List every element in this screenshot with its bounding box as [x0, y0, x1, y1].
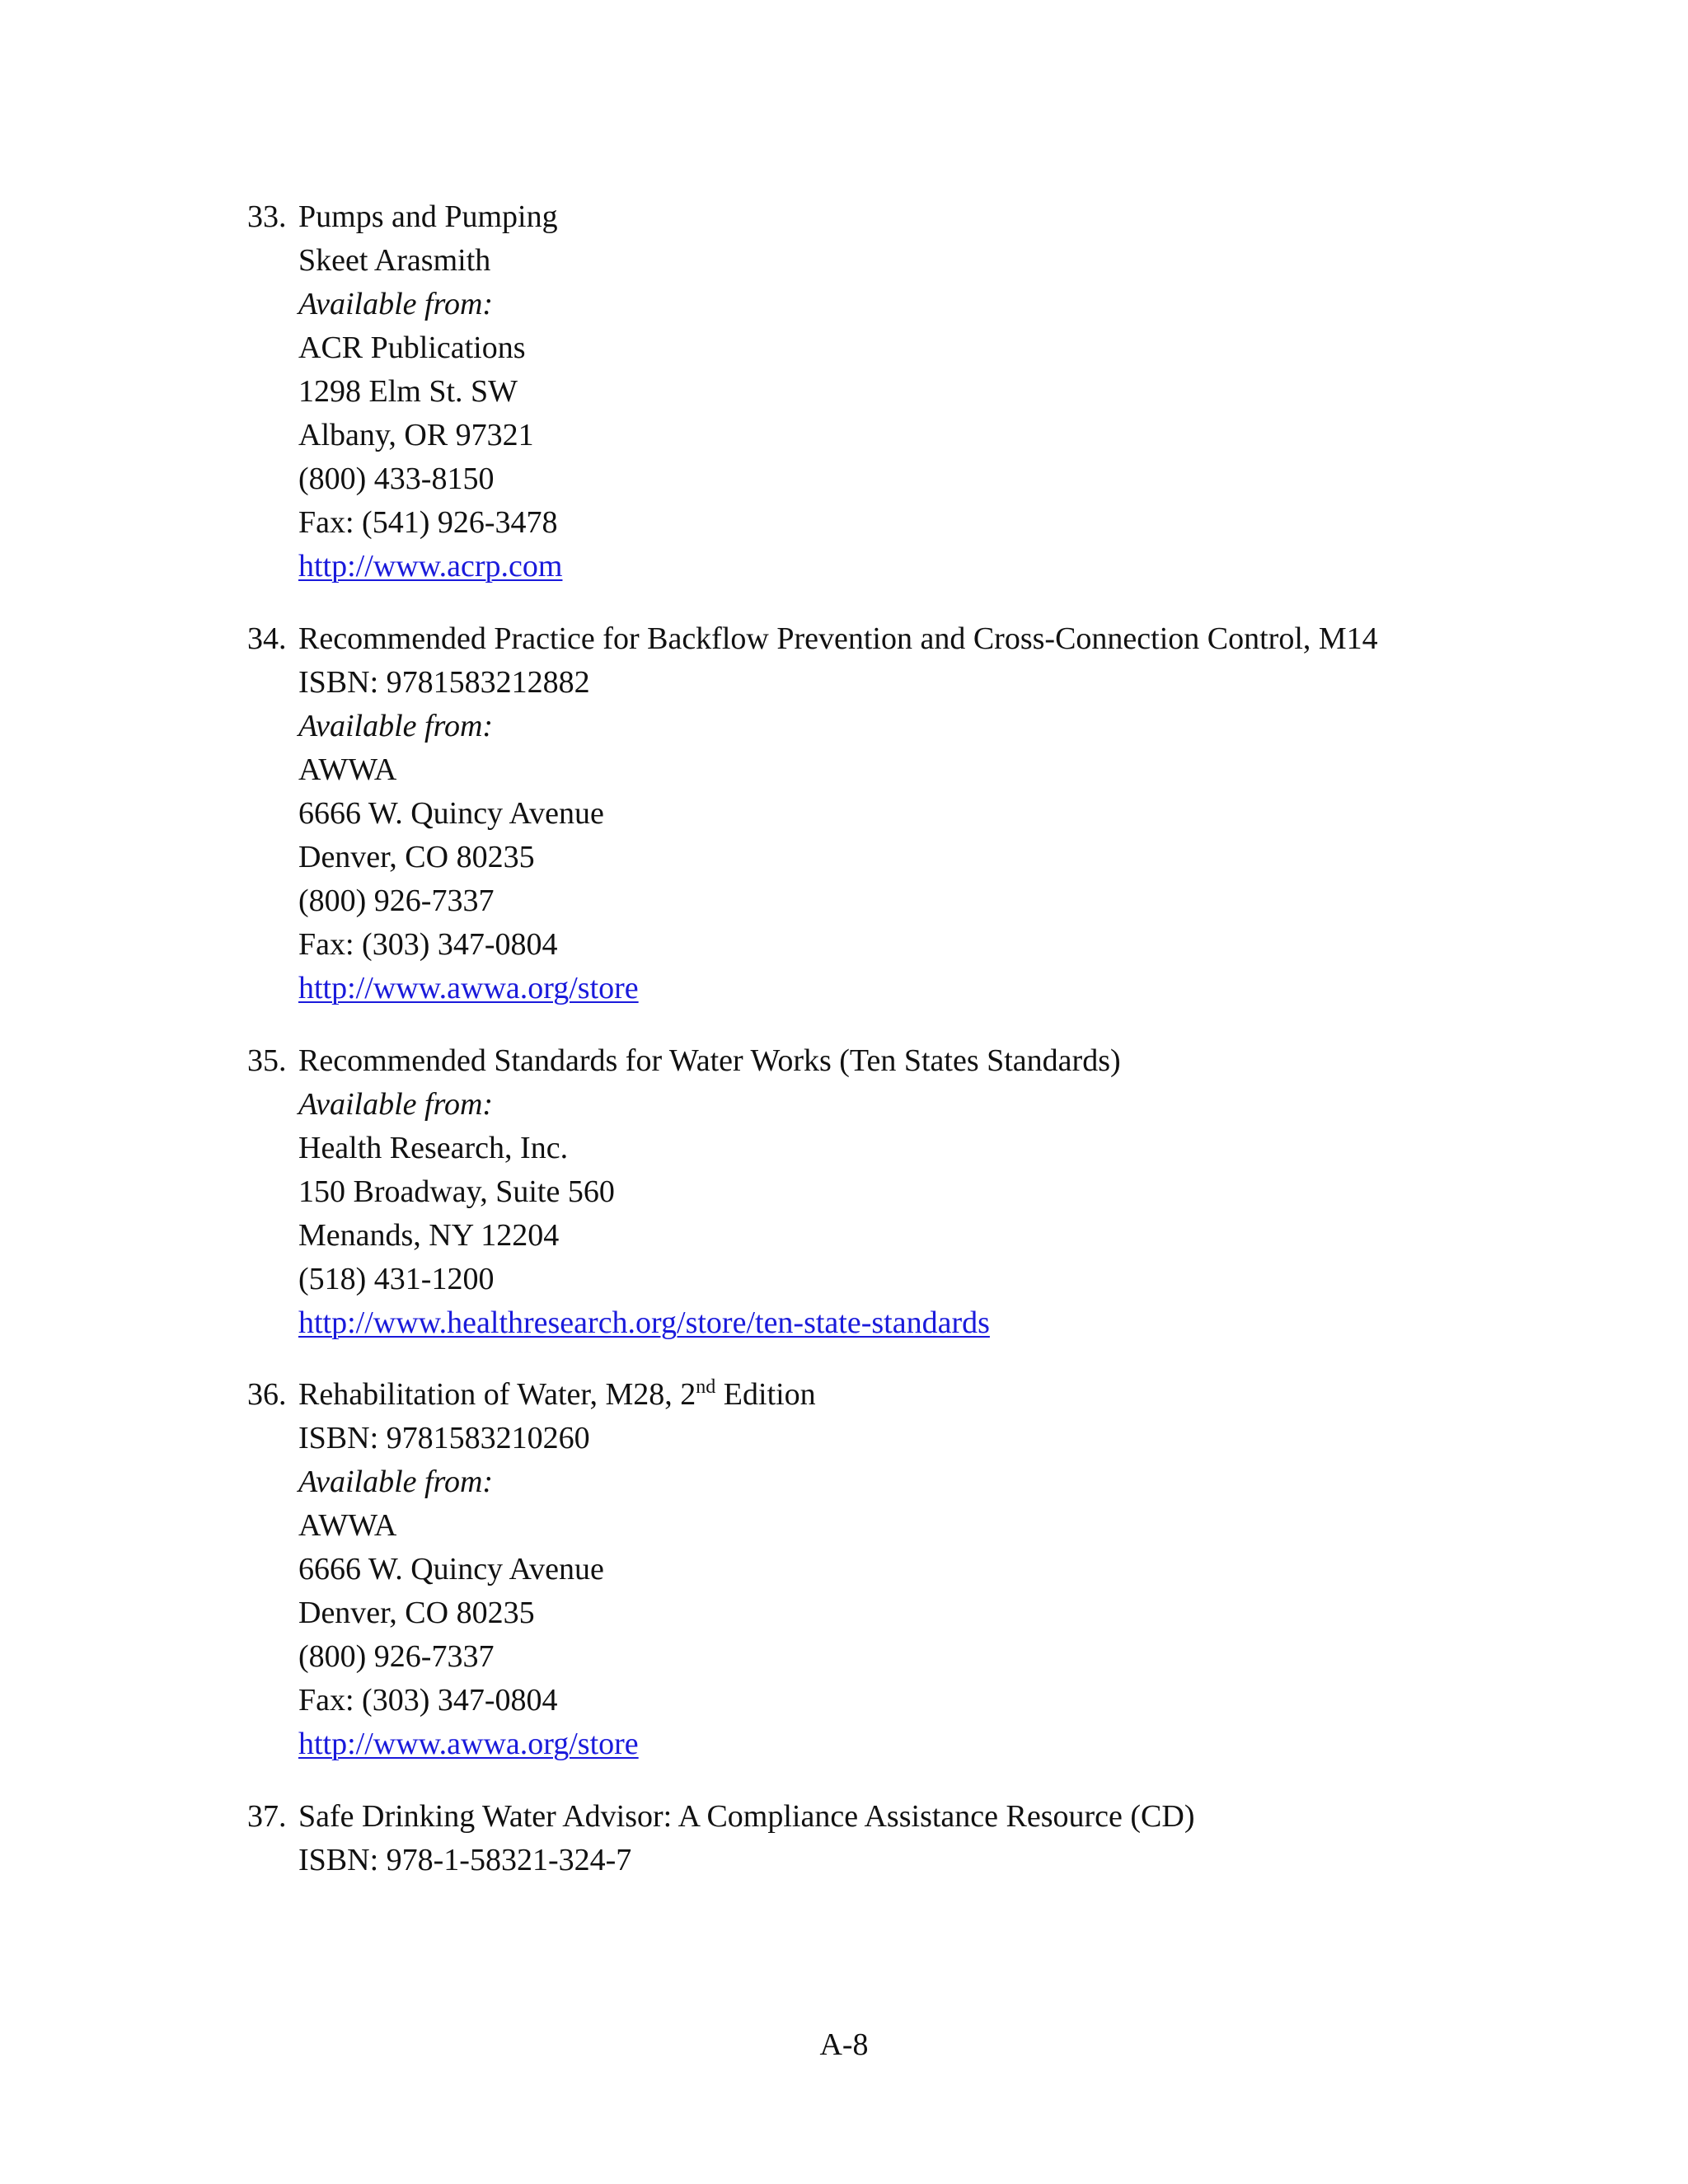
available-from-label: Available from: — [298, 287, 494, 321]
entry-number: 33. — [247, 199, 287, 234]
publisher-url-link[interactable]: http://www.healthresearch.org/store/ten-state-standards — [298, 1305, 990, 1340]
entry-title-tail: Edition — [715, 1377, 816, 1412]
entry-title-line — [247, 1039, 1525, 1083]
entry-title-line — [247, 617, 1525, 661]
entry-author: Skeet Arasmith — [298, 243, 491, 278]
publisher-phone: (800) 926-7337 — [298, 1639, 495, 1674]
publisher-street: 1298 Elm St. SW — [298, 374, 518, 409]
publisher-fax: Fax: (303) 347-0804 — [298, 927, 558, 962]
reference-entry-33 — [247, 195, 1525, 588]
publisher-url-link[interactable]: http://www.awwa.org/store — [298, 1727, 639, 1761]
publisher-street: 150 Broadway, Suite 560 — [298, 1174, 615, 1209]
publisher-name: ACR Publications — [298, 330, 526, 365]
reference-entry-36 — [247, 1373, 1525, 1766]
reference-entry-37 — [247, 1795, 1525, 1882]
publisher-name: AWWA — [298, 1508, 397, 1543]
available-from-label: Available from: — [298, 709, 494, 743]
available-from-label: Available from: — [298, 1087, 494, 1122]
entry-number: 37. — [247, 1799, 287, 1834]
publisher-city: Denver, CO 80235 — [298, 840, 535, 874]
publisher-city: Menands, NY 12204 — [298, 1218, 560, 1253]
entry-isbn: ISBN: 9781583210260 — [298, 1421, 590, 1455]
ordinal-superscript: nd — [696, 1376, 716, 1398]
entry-title: Recommended Practice for Backflow Prevention and Cross-Connection Control, M14 — [298, 621, 1378, 656]
publisher-phone: (800) 433-8150 — [298, 462, 495, 496]
entry-number: 36. — [247, 1377, 287, 1412]
entry-title-line — [247, 195, 1525, 239]
entry-number: 35. — [247, 1043, 287, 1078]
publisher-name: Health Research, Inc. — [298, 1131, 569, 1165]
entry-isbn: ISBN: 978-1-58321-324-7 — [298, 1843, 632, 1877]
page-number: A-8 — [819, 2027, 869, 2062]
available-from-label: Available from: — [298, 1465, 494, 1499]
reference-entry-35 — [247, 1039, 1525, 1345]
publisher-url-link[interactable]: http://www.awwa.org/store — [298, 971, 639, 1005]
publisher-street: 6666 W. Quincy Avenue — [298, 796, 604, 831]
entry-title: Rehabilitation of Water, M28, 2 — [298, 1377, 696, 1412]
publisher-city: Albany, OR 97321 — [298, 418, 534, 452]
entry-title-line — [247, 1373, 1525, 1417]
publisher-name: AWWA — [298, 752, 397, 787]
publisher-fax: Fax: (541) 926-3478 — [298, 505, 558, 540]
publisher-url-link[interactable]: http://www.acrp.com — [298, 549, 563, 583]
entry-title: Safe Drinking Water Advisor: A Compliance Assistance Resource (CD) — [298, 1799, 1195, 1834]
entry-isbn: ISBN: 9781583212882 — [298, 665, 590, 700]
entry-title: Pumps and Pumping — [298, 199, 558, 234]
reference-entry-34 — [247, 617, 1525, 1010]
entry-title: Recommended Standards for Water Works (Ten States Standards) — [298, 1043, 1121, 1078]
publisher-phone: (518) 431-1200 — [298, 1262, 495, 1296]
publisher-phone: (800) 926-7337 — [298, 883, 495, 918]
entry-title-line — [247, 1795, 1525, 1839]
publisher-city: Denver, CO 80235 — [298, 1596, 535, 1630]
publisher-fax: Fax: (303) 347-0804 — [298, 1683, 558, 1718]
entry-number: 34. — [247, 621, 287, 656]
publisher-street: 6666 W. Quincy Avenue — [298, 1552, 604, 1586]
